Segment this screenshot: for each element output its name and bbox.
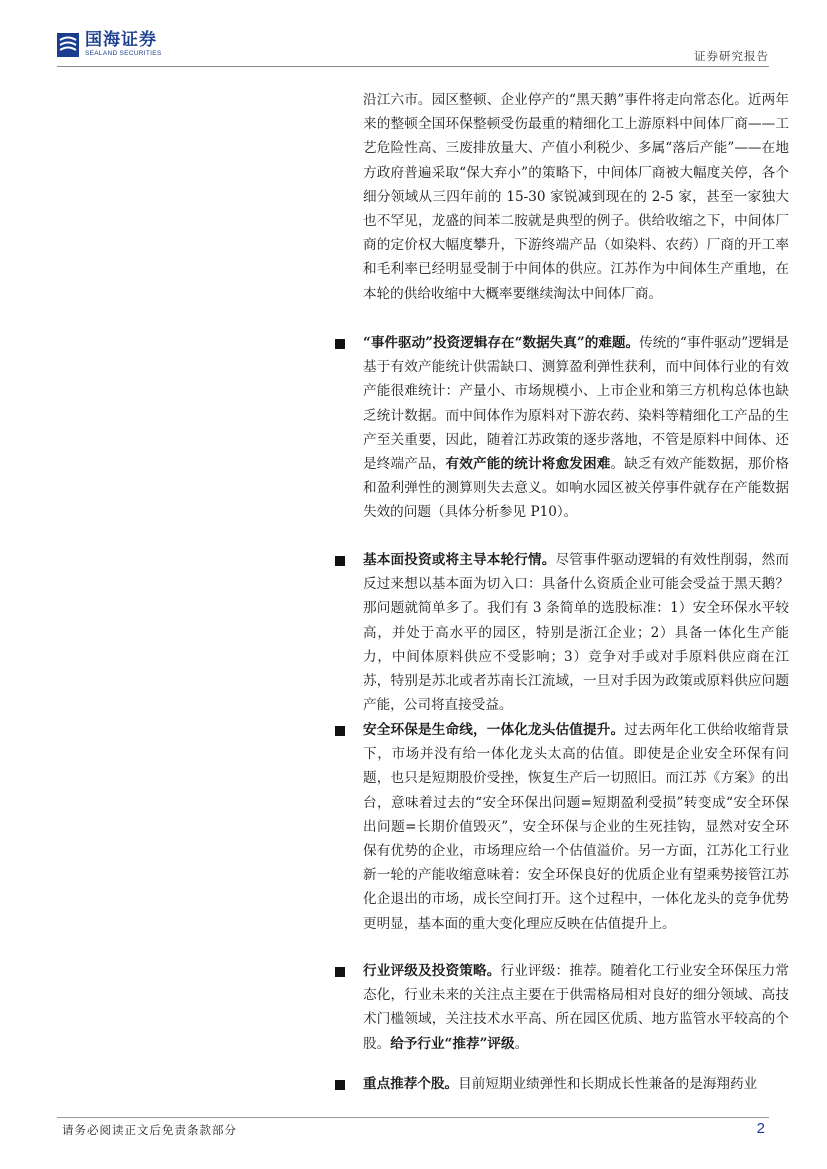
- bullet-safety-environment: [363, 718, 789, 936]
- paragraph-text: 过去两年化工供给收缩背景下，市场并没有给一体化龙头太高的估值。即使是企业安全环保有问题，也只是短期股价受挫，恢复生产后一切照旧。而江苏《方案》的出台，意味着过去的“安全环保出问题=短期盈利受损”转变成“安全环保出问题=长期价值毁灭”，安全环保与企业的生死挂钩，显然对安全环保有优势的企业，市场理应给一个估值溢价。另一方面，江苏化工行业新一轮的产能收缩意味着：安全环保良好的优质企业有望乘势接管江苏化企退出的市场，成长空间打开。这个过程中，一体化龙头的竞争优势更明显，基本面的重大变化理应反映在估值提升上。: [363, 722, 790, 932]
- paragraph-text: 。: [514, 1035, 529, 1052]
- paragraph-continued: [363, 88, 789, 306]
- bullet-heading: 安全环保是生命线，一体化龙头估值提升。: [363, 722, 625, 738]
- bullet-key-stocks: [363, 1072, 789, 1096]
- bullet-square-icon: [335, 1080, 345, 1090]
- page-number: 2: [756, 1120, 765, 1137]
- footer-divider: [57, 1117, 769, 1118]
- bullet-square-icon: [335, 339, 345, 349]
- paragraph-text: 行业评级：推荐。随着化工行业安全环保压力常态化，行业未来的关注点主要在于供需格局相对良好的细分领域、高技术门槛领域，关注技术水平高、所在园区优质、地方监管水平较高的个股。: [363, 963, 789, 1052]
- bullet-heading: 行业评级及投资策略。: [363, 963, 501, 979]
- emphasis-text: 有效产能的统计将愈发困难: [445, 456, 611, 473]
- emphasis-text: 给予行业“推荐”评级: [390, 1035, 515, 1052]
- bullet-fundamentals: [363, 548, 789, 717]
- bullet-heading: 基本面投资或将主导本轮行情。: [363, 552, 556, 568]
- paragraph-text: 传统的“事件驱动”逻辑是基于有效产能统计供需缺口、测算盈利弹性获利，而中间体行业的有效产能很难统计：产量小、市场规模小、上市企业和第三方机构总体也缺乏统计数据。而中间体作为原料对下游农药、染料等精细化工产品的生产至关重要，因此，随着江苏政策的逐步落地，不管是原料中间体、还是终端产品，: [363, 335, 789, 473]
- bullet-heading: 重点推荐个股。: [363, 1076, 459, 1092]
- bullet-heading: “事件驱动”投资逻辑存在“数据失真”的难题。: [363, 335, 640, 351]
- logo-english-name: SEALAND SECURITIES: [85, 50, 162, 57]
- paragraph-text: 。缺乏有效产能数据，那价格和盈利弹性的测算则失去意义。如响水园区被关停事件就存在产能数据失效的问题（具体分析参见 P10）。: [363, 456, 790, 521]
- bullet-industry-rating: [363, 959, 789, 1056]
- bullet-square-icon: [335, 967, 345, 977]
- disclaimer-note: 请务必阅读正文后免责条款部分: [62, 1123, 237, 1137]
- company-logo: [57, 32, 162, 58]
- page-header: [0, 0, 827, 70]
- sealand-logo-icon: [57, 33, 79, 57]
- bullet-square-icon: [335, 556, 345, 566]
- bullet-data-distortion: [363, 331, 789, 525]
- paragraph-text: 沿江六市。园区整顿、企业停产的“黑天鹅”事件将走向常态化。近两年来的整顿全国环保整顿受伤最重的精细化工上游原料中间体厂商——工艺危险性高、三废排放量大、产值小利税少、多属“落后产能”——在地方政府普遍采取“保大弃小”的策略下，中间体厂商被大幅度关停，各个细分领域从三四年前的 15-30 家锐减到现在的 2-5 家，甚至一家独大也不罕见，龙盛的间苯二胺就是典型的例子。供给收缩之下，中间体厂商的定价权大幅度攀升，下游终端产品（如染料、农药）厂商的开工率和毛利率已经明显受制于中间体的供应。江苏作为中间体生产重地，在本轮的供给收缩中大概率要继续淘汰中间体厂商。: [363, 92, 789, 302]
- paragraph-text: 尽管事件驱动逻辑的有效性削弱，然而反过来想以基本面为切入口：具备什么资质企业可能会受益于黑天鹅？那问题就简单多了。我们有 3 条简单的选股标准：1）安全环保水平较高，并处于高水平的园区，特别是浙江企业；2）具备一体化生产能力，中间体原料供应不受影响；3）竞争对手或对手原料供应商在江苏，特别是苏北或者苏南长江流域，一旦对手因为政策或原料供应问题产能，公司将直接受益。: [363, 552, 790, 714]
- report-type-label: 证券研究报告: [694, 49, 769, 63]
- bullet-square-icon: [335, 726, 345, 736]
- paragraph-text: 目前短期业绩弹性和长期成长性兼备的是海翔药业: [458, 1076, 758, 1092]
- header-divider: [57, 66, 769, 67]
- logo-chinese-name: 国海证券: [85, 30, 157, 50]
